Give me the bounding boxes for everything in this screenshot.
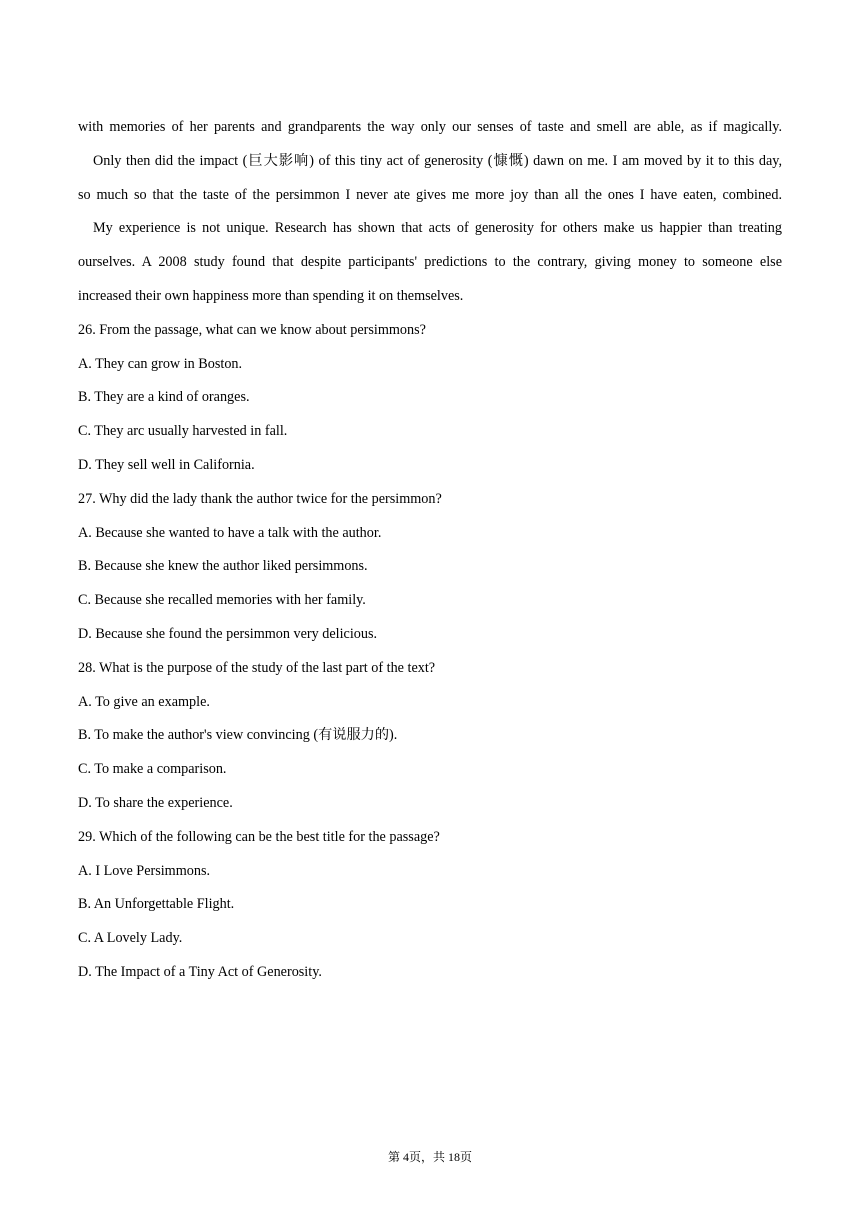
question-28 [78,652,782,821]
question-29 [78,821,782,990]
passage-line: ourselves. A 2008 study found that despite participants' predictions to the contrary, giving money to someone else [78,254,782,271]
answer-option: C. A Lovely Lady. [78,930,183,947]
question-stem: 27. Why did the lady thank the author twice for the persimmon? [78,490,442,507]
answer-option: C. They arc usually harvested in fall. [78,423,288,440]
answer-option: D. Because she found the persimmon very delicious. [78,625,378,642]
answer-option: A. To give an example. [78,693,210,710]
question-stem: 28. What is the purpose of the study of the last part of the text? [78,659,436,676]
passage-paragraph-cont [78,246,782,314]
question-stem: 26. From the passage, what can we know about persimmons? [78,321,426,338]
answer-option: A. They can grow in Boston. [78,355,243,372]
question-stem: 29. Which of the following can be the best title for the passage? [78,828,440,845]
answer-option: B. An Unforgettable Flight. [78,896,235,913]
answer-option: A. I Love Persimmons. [78,862,211,879]
answer-option: B. To make the author's view convincing (有说服力的). [78,727,398,744]
question-27 [78,483,782,652]
answer-option: A. Because she wanted to have a talk with the author. [78,524,382,541]
passage-line: so much so that the taste of the persimmon I never ate gives me more joy than all the ones I have eaten, combined. [78,186,782,203]
passage-paragraph-cont [78,179,782,213]
answer-option: D. To share the experience. [78,794,233,811]
answer-option: B. They are a kind of oranges. [78,389,250,406]
answer-option: B. Because she knew the author liked persimmons. [78,558,368,575]
passage-line: with memories of her parents and grandparents the way only our senses of taste and smell are able, as if magically. [78,119,782,135]
answer-option: C. To make a comparison. [78,761,227,778]
answer-option: D. The Impact of a Tiny Act of Generosity. [78,963,322,980]
answer-option: D. They sell well in California. [78,456,255,473]
answer-option: C. Because she recalled memories with her family. [78,592,366,609]
passage-line: My experience is not unique. Research has shown that acts of generosity for others make us happier than treating [93,220,782,237]
passage-line: Only then did the impact (巨大影响) of this tiny act of generosity (慷慨) dawn on me. I am moved by it to this day, [93,152,782,169]
passage-continuation [78,111,782,145]
question-26 [78,314,782,483]
page-number-footer: 第 4页，共 18页 [387,1150,472,1164]
page-content [78,111,782,990]
passage-line: increased their own happiness more than spending it on themselves. [78,287,464,304]
passage-paragraph [78,145,782,179]
passage-paragraph [78,212,782,246]
